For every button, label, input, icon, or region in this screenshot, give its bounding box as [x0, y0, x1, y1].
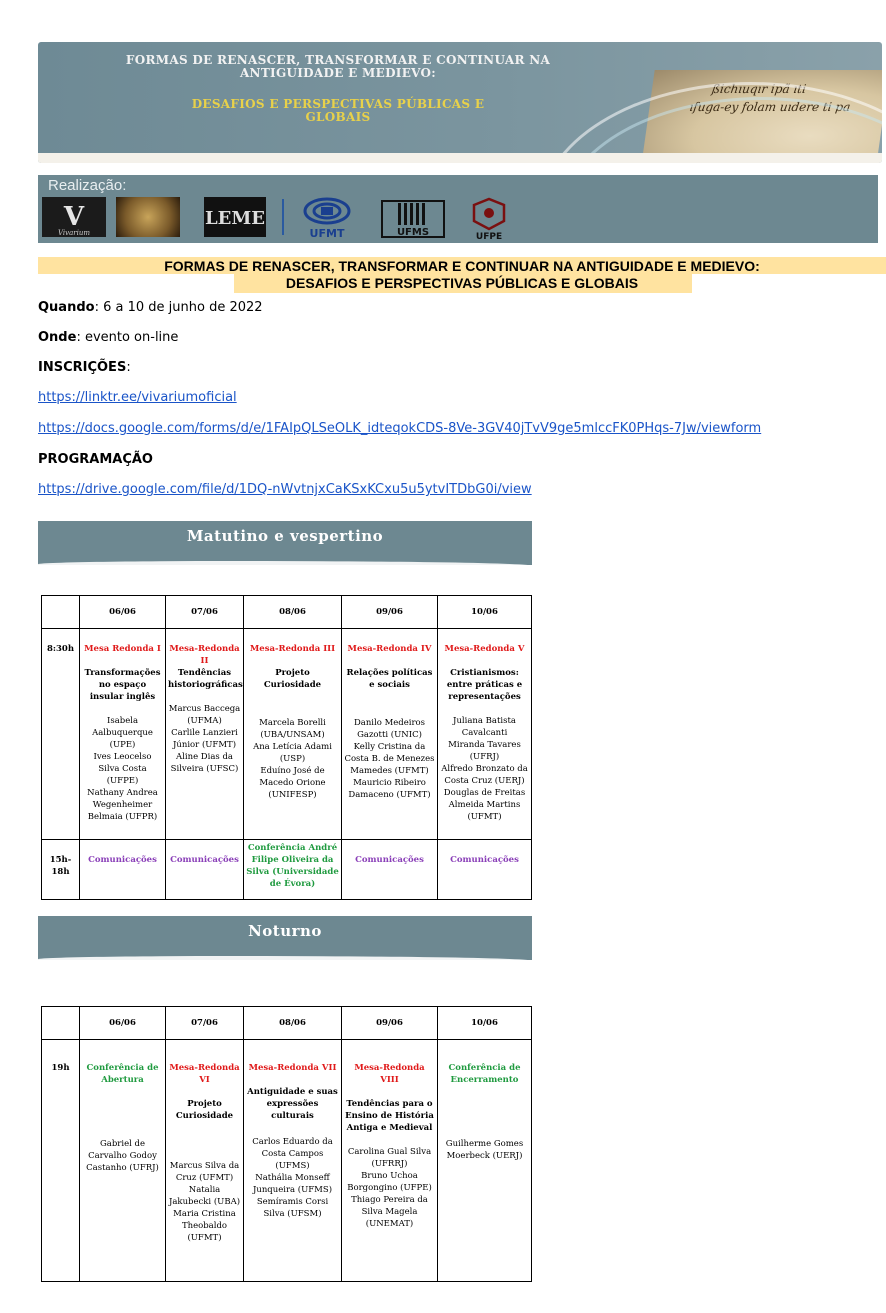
ufms-logo [378, 197, 448, 237]
table-row [42, 629, 532, 840]
day-header: 09/06 [342, 1007, 438, 1040]
seal-logo [116, 197, 180, 237]
where-line: Onde: evento on-line [38, 330, 179, 345]
night-schedule-table [41, 1006, 532, 1282]
session-speakers: Danilo Medeiros Gazotti (UNIC) Kelly Cristina da Costa B. de Menezes Mamedes (UFMT) Mauricio Ribeiro Damaceno (UFMT) [344, 718, 435, 800]
day-header: 06/06 [80, 1007, 166, 1040]
session-topic: Projeto Curiosidade [263, 668, 322, 690]
communications-label: Comunicações [88, 855, 157, 865]
session-speakers: Isabela Aalbuquerque (UPE) Ives Leocelso Silva Costa (UFPE) Nathany Andrea Wegenheimer Belmaia (UFPR) [87, 716, 158, 822]
leme-logo [204, 197, 266, 237]
ufmt-logo [292, 197, 362, 240]
session-topic: Antiguidade e suas expressões culturais [247, 1087, 338, 1121]
day-header: 08/06 [244, 596, 342, 629]
time-cell: 15h- 18h [42, 840, 80, 900]
session-topic: Cristianismos: entre práticas e representações [446, 668, 523, 702]
table-row [42, 1040, 532, 1282]
session-title: Mesa-Redonda VI [169, 1063, 240, 1085]
program-heading: PROGRAMAÇÃO [38, 452, 153, 467]
session-title: Mesa-Redonda VIII [354, 1063, 425, 1085]
day-header: 08/06 [244, 1007, 342, 1040]
section-header-day: Matutino e vespertino [38, 521, 532, 565]
day-header: 09/06 [342, 596, 438, 629]
session-title: Mesa-Redonda III [249, 644, 336, 654]
session-title: Conferência de Abertura [86, 1063, 159, 1085]
time-cell: 19h [42, 1040, 80, 1282]
day-header: 10/06 [438, 596, 532, 629]
when-line: Quando: 6 a 10 de junho de 2022 [38, 300, 263, 315]
session-topic: Relações políticas e sociais [346, 668, 433, 690]
conference-label: Conferência André Filipe Oliveira da Silva (Universidade de Évora) [246, 843, 339, 889]
svg-text:LEME: LEME [204, 208, 266, 229]
session-title: Mesa Redonda I [84, 644, 161, 654]
svg-text:UFMT: UFMT [309, 227, 345, 240]
session-title: Mesa-Redonda VII [248, 1063, 337, 1073]
session-topic: Tendências para o Ensino de História Antiga e Medieval [345, 1099, 434, 1133]
session-speakers: Marcus Baccega (UFMA) Carlile Lanzieri Júnior (UFMT) Aline Dias da Silveira (UFSC) [168, 704, 241, 774]
day-header: 07/06 [166, 596, 244, 629]
session-topic: Projeto Curiosidade [175, 1099, 234, 1121]
session-title: Mesa-Redonda V [444, 644, 525, 654]
banner-subtitle: DESAFIOS E PERSPECTIVAS PÚBLICAS E GLOBAIS [191, 97, 485, 124]
session-topic: Tendências historiográficas [168, 668, 243, 690]
session-speakers: Marcus Silva da Cruz (UFMT) Natalia Jakubecki (UBA) Maria Cristina Theobaldo (UFMT) [168, 1161, 241, 1243]
registration-form-link[interactable]: https://docs.google.com/forms/d/e/1FAIpQLSeOLK_idteqokCDS-8Ve-3GV40jTvV9ge5mlccFK0PHqs-7Jw/viewform [38, 421, 762, 436]
session-title: Mesa-Redonda IV [347, 644, 432, 654]
session-speakers: Gabriel de Carvalho Godoy Castanho (UFRJ) [86, 1139, 159, 1173]
day-header: 07/06 [166, 1007, 244, 1040]
day-header: 10/06 [438, 1007, 532, 1040]
day-schedule-table [41, 595, 532, 900]
table-row [42, 840, 532, 900]
communications-label: Comunicações [450, 855, 519, 865]
section-header-night: Noturno [38, 916, 532, 960]
svg-text:UFMS: UFMS [396, 227, 430, 238]
linktree-link[interactable]: https://linktr.ee/vivariumoficial [38, 390, 237, 405]
svg-text:UFPE: UFPE [475, 232, 503, 241]
day-header: 06/06 [80, 596, 166, 629]
session-speakers: Carlos Eduardo da Costa Campos (UFMS) Nathália Monseff Junqueira (UFMS) Semíramis Corsi Silva (UFSM) [252, 1137, 333, 1219]
svg-text:Vivarium: Vivarium [57, 229, 91, 237]
ufpe-logo [464, 197, 514, 241]
time-cell: 8:30h [42, 629, 80, 840]
session-title: Mesa-Redonda II [169, 644, 240, 666]
banner-title: FORMAS DE RENASCER, TRANSFORMAR E CONTINUAR NA ANTIGUIDADE E MEDIEVO: [125, 53, 551, 80]
manuscript-image: ßichıuqır ipã ıti ıfuga-ey folam uıdere ti pa [639, 70, 882, 163]
registration-heading: INSCRIÇÕES: [38, 360, 131, 375]
organizers-label: Realização: [48, 177, 127, 194]
session-speakers: Juliana Batista Cavalcanti Miranda Tavares (UFRJ) Alfredo Bronzato da Costa Cruz (UERJ) Douglas de Freitas Almeida Martins (UFMT) [441, 716, 528, 822]
organizers-strip [38, 175, 878, 243]
table-header-row [42, 1007, 532, 1040]
page-title: FORMAS DE RENASCER, TRANSFORMAR E CONTINUAR NA ANTIGUIDADE E MEDIEVO: DESAFIOS E PERSPECTIVAS PÚBLICAS E GLOBAIS [38, 257, 886, 295]
session-speakers: Carolina Gual Silva (UFRRJ) Bruno Uchoa Borgongino (UFPE) Thiago Pereira da Silva Magela (UNEMAT) [347, 1147, 432, 1229]
communications-label: Comunicações [355, 855, 424, 865]
session-title: Conferência de Encerramento [448, 1063, 521, 1085]
vivarium-logo [42, 197, 106, 237]
session-topic: Transformações no espaço insular inglês [84, 668, 161, 702]
program-drive-link[interactable]: https://drive.google.com/file/d/1DQ-nWvtnjxCaKSxKCxu5u5ytvITDbG0i/view [38, 482, 532, 497]
session-speakers: Guilherme Gomes Moerbeck (UERJ) [445, 1139, 524, 1161]
svg-text:V: V [63, 202, 85, 232]
communications-label: Comunicações [170, 855, 239, 865]
table-header-row [42, 596, 532, 629]
session-speakers: Marcela Borelli (UBA/UNSAM) Ana Letícia Adami (USP) Eduíno José de Macedo Orione (UNIFESP) [253, 718, 332, 800]
event-banner [38, 42, 882, 163]
